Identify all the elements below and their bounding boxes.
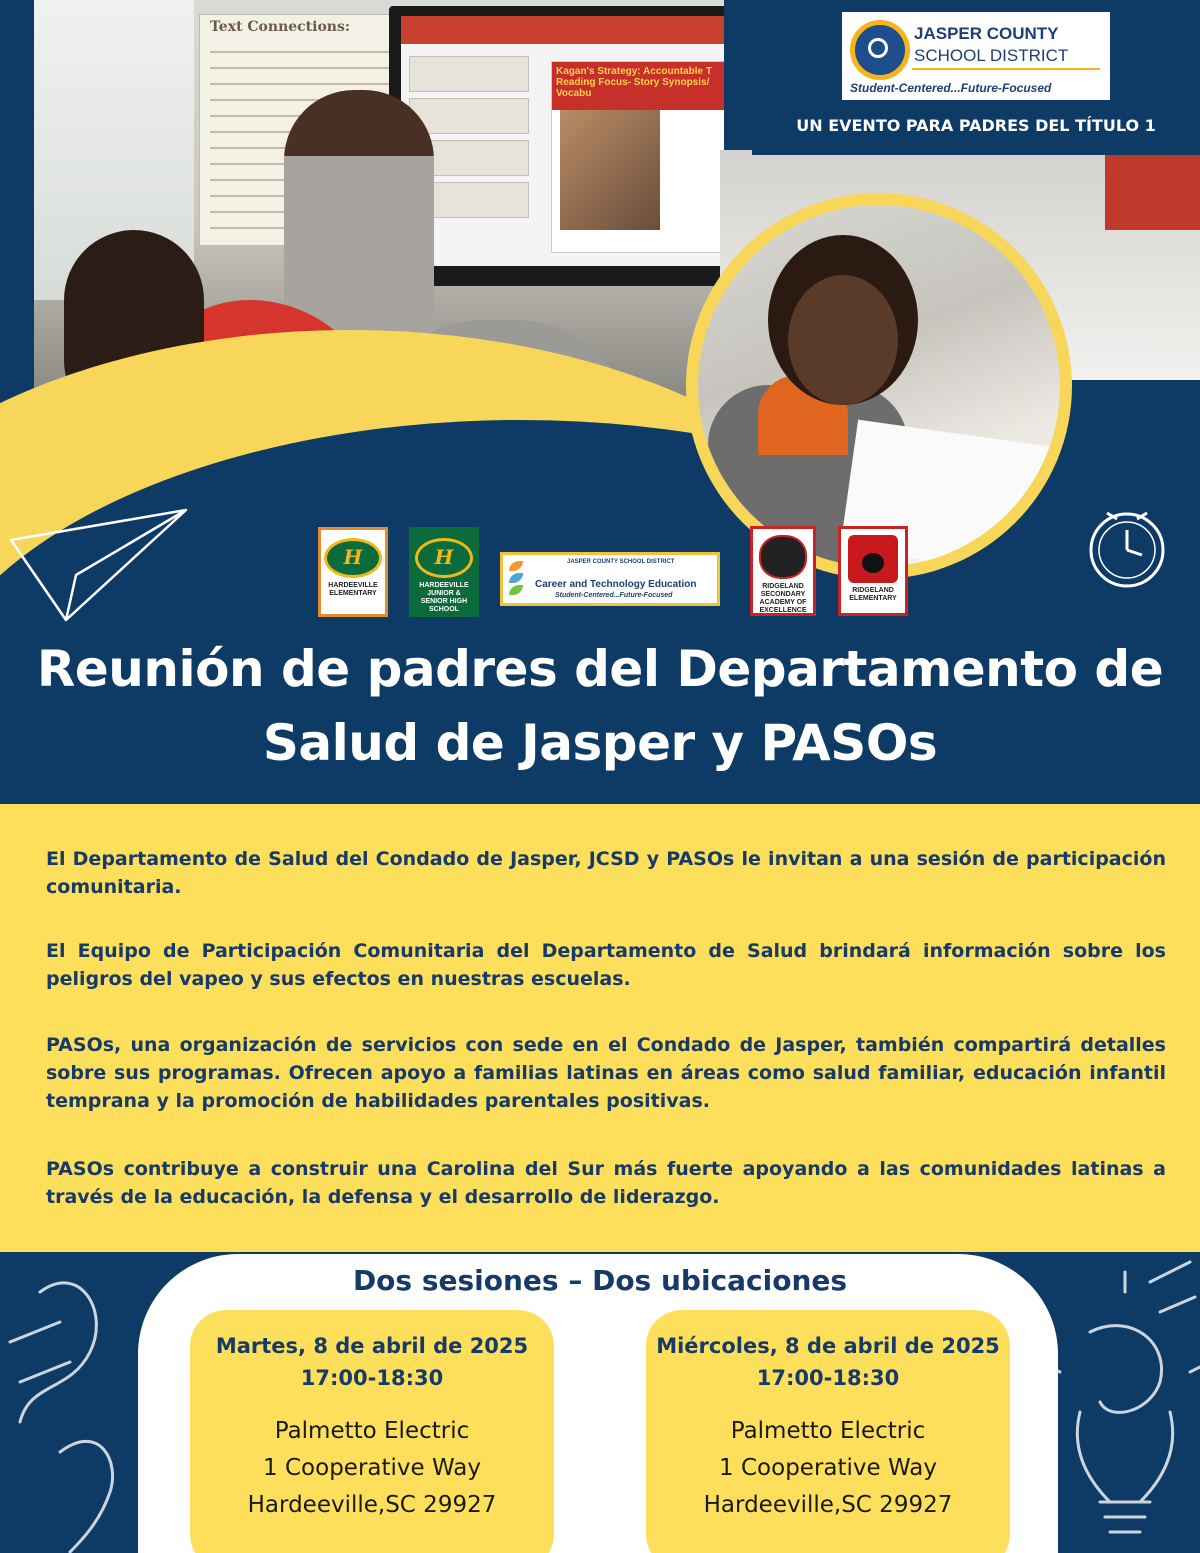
session-date: Miércoles, 8 de abril de 2025 <box>656 1334 1000 1358</box>
session-time: 17:00-18:30 <box>300 1366 444 1390</box>
page-title-line1: Reunión de padres del Departamento de <box>36 640 1164 698</box>
cte-logo <box>500 552 720 606</box>
paw-print-icon <box>848 535 898 583</box>
presentation-screen <box>389 6 724 286</box>
jaguar-icon <box>759 535 807 579</box>
session-street: 1 Cooperative Way <box>263 1455 481 1481</box>
sessions-heading: Dos sesiones – Dos ubicaciones <box>352 1264 848 1297</box>
wall-detail <box>1105 150 1200 230</box>
school-logo-ridgeland-elementary: RIDGELAND ELEMENTARY <box>838 526 908 616</box>
event-banner <box>752 100 1200 155</box>
clock-doodle-icon <box>1082 505 1172 595</box>
body-paragraph: PASOs contribuye a construir una Carolina del Sur más fuerte apoyando a las comunidades latinas a través de la educación, la defensa y el desarrollo de liderazgo. <box>46 1158 1166 1208</box>
session-time: 17:00-18:30 <box>756 1366 900 1390</box>
logo-name-line2: SCHOOL DISTRICT <box>914 46 1069 65</box>
leaves-icon <box>509 561 527 599</box>
session-place: Palmetto Electric <box>274 1418 470 1444</box>
paper-plane-doodle-icon <box>6 500 196 630</box>
session-street: 1 Cooperative Way <box>719 1455 937 1481</box>
event-label: UN EVENTO PARA PADRES DEL TÍTULO 1 <box>796 116 1156 135</box>
session-date: Martes, 8 de abril de 2025 <box>215 1334 529 1358</box>
body-paragraph: PASOs, una organización de servicios con sede en el Condado de Jasper, también compartirá detalles sobre sus programas. Ofrecen apoyo a familias latinas en áreas como salud familiar, educación infantil temprana y la promoción de habilidades parentales positivas. <box>46 1034 1166 1112</box>
slide-title: Kagan's Strategy: Accountable T Reading Focus- Story Synopsis/ Vocabu <box>552 62 724 110</box>
body-paragraph: El Departamento de Salud del Condado de Jasper, JCSD y PASOs le invitan a una sesión de participación comunitaria. <box>46 848 1166 898</box>
cte-title: Career and Technology Education <box>535 579 697 590</box>
school-logo-hardeeville-high: H HARDEEVILLE JUNIOR & SENIOR HIGH SCHOOL <box>409 527 479 617</box>
school-logo-hardeeville-elementary: H HARDEEVILLE ELEMENTARY <box>318 527 388 617</box>
cte-district: JASPER COUNTY SCHOOL DISTRICT <box>567 559 675 565</box>
session-city: Hardeeville,SC 29927 <box>247 1492 497 1518</box>
session-place: Palmetto Electric <box>730 1418 926 1444</box>
cte-tagline: Student-Centered...Future-Focused <box>555 592 673 599</box>
body-paragraph: El Equipo de Participación Comunitaria del Departamento de Salud brindará información sobre los peligros del vapeo y sus efectos en nuestras escuelas. <box>46 940 1166 990</box>
page-title-line2: Salud de Jasper y PASOs <box>262 714 938 772</box>
district-logo <box>842 12 1110 100</box>
district-emblem-icon <box>850 20 910 80</box>
logo-name-line1: JASPER COUNTY <box>914 24 1059 43</box>
school-logo-ridgeland-secondary: RIDGELAND SECONDARY ACADEMY OF EXCELLENCE <box>750 526 816 616</box>
slide <box>551 61 724 253</box>
session-city: Hardeeville,SC 29927 <box>703 1492 953 1518</box>
anchor-chart-title: Text Connections: <box>210 19 351 35</box>
session-card <box>646 1310 1010 1553</box>
student-circle-photo <box>686 193 1072 579</box>
logo-tagline: Student-Centered...Future-Focused <box>850 81 1052 95</box>
session-card <box>190 1310 554 1553</box>
